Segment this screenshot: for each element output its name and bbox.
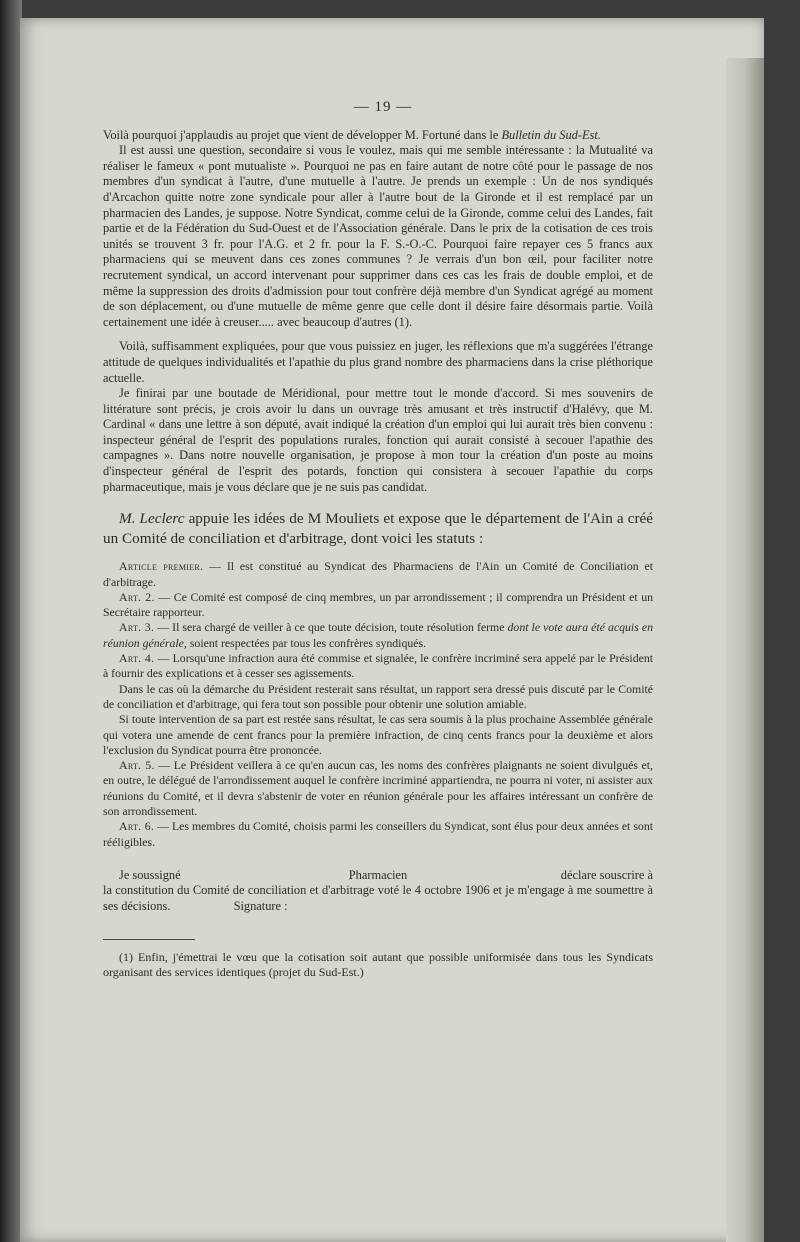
form-pharmacien: Pharmacien — [348, 867, 408, 882]
page-stack-edge — [726, 58, 764, 1242]
article-3-italic: dont le vote aura été acquis en réunion générale, — [103, 620, 653, 650]
article-2 — [103, 590, 653, 621]
article-3-text-b: soient respectées par tous les confrères syndiqués. — [189, 635, 427, 650]
article-4-label: Art. 4. — [119, 651, 155, 666]
speaker-name: M. Leclerc — [119, 510, 185, 528]
form-commitment — [103, 883, 653, 914]
statutes — [103, 559, 653, 850]
paragraph-3: Voilà, suffisamment expliquées, pour que vous puissiez en juger, les réflexions que m'a suggérées l'étrange attitude de quelques individualités et l'apathie du plus grand nombre des pharmaciens dans la crise pléthorique actuelle. — [103, 339, 653, 385]
article-1 — [103, 559, 653, 590]
article-3-label: Art. 3. — [119, 620, 155, 635]
form-soussigne: Je soussigné — [119, 867, 181, 882]
article-1-text: — Il est constitué au Syndicat des Pharmaciens de l'Ain un Comité de Conciliation et d'arbitrage. — [103, 559, 653, 589]
article-4-paragraph-2: Dans le cas où la démarche du Président resterait sans résultat, un rapport sera dressé puis discuté par le Comité de conciliation et d'arbitrage, qui fera tout son possible pour obtenir une solution amiable. — [103, 681, 653, 711]
article-3 — [103, 620, 653, 651]
footnote-separator — [103, 939, 195, 940]
article-4 — [103, 651, 653, 682]
article-2-text: — Ce Comité est composé de cinq membres, un par arrondissement ; il comprendra un Président et un Secrétaire rapporteur. — [103, 589, 654, 620]
subscription-form — [103, 868, 653, 915]
article-2-label: Art. 2. — [119, 589, 155, 604]
leclerc-text: appuie les idées de M Mouliets et expose que le département de l'Ain a créé un Comité de conciliation et d'arbitrage, dont voici les statuts : — [103, 510, 653, 548]
leclerc-statement — [103, 509, 653, 549]
article-6-text: — Les membres du Comité, choisis parmi les conseillers du Syndicat, sont élus pour deux années et sont rééligibles. — [103, 819, 653, 849]
article-3-text-a: — Il sera chargé de veiller à ce que toute décision, toute résolution ferme — [157, 620, 505, 635]
article-5-text: — Le Président veillera à ce qu'en aucun cas, les noms des confrères plaignants ne soient divulgués et, en outre, le délégué de l'arrondissement auquel le confrère incriminé appartiendra, ne pourra ni voter, ni assister aux réunions du Comité, et il devra s'abstenir de voter en réunion générale pour les affaires intéressant un confrère de son arrondissement. — [103, 758, 654, 818]
article-5-label: Art. 5. — [119, 758, 155, 773]
form-declare: déclare souscrire à — [560, 867, 653, 882]
article-4-text: — Lorsqu'une infraction aura été commise et signalée, le confrère incriminé sera appelé par le Président à fournir des explications et à cesser ses agissements. — [103, 651, 653, 681]
footnote: (1) Enfin, j'émettrai le vœu que la cotisation soit autant que possible uniformisée dans tous les Syndicats organisant des services identiques (projet du Sud-Est.) — [103, 949, 653, 980]
form-commitment-text: la constitution du Comité de conciliation et d'arbitrage voté le 4 octobre 1906 et je m'engage à me soumettre à ses décisions. — [103, 883, 653, 914]
bulletin-reference: Bulletin du Sud-Est. — [501, 127, 601, 142]
article-1-label: Article premier. — [119, 559, 204, 574]
article-5 — [103, 758, 653, 819]
article-6 — [103, 819, 653, 850]
article-4-paragraph-3: Si toute intervention de sa part est restée sans résultat, le cas sera soumis à la plus prochaine Assemblée générale qui votera une amende de cent francs pour la première infraction, de cinq cents francs pour la deuxième et alors l'exclusion du Syndicat pourra être prononcée. — [103, 712, 653, 757]
page-number: — 19 — — [353, 99, 413, 115]
paragraph-1 — [103, 128, 653, 144]
paragraph-4: Je finirai par une boutade de Méridional, pour mettre tout le monde d'accord. Si mes souvenirs de littérature sont précis, je crois avoir lu dans un ouvrage très amusant et très instructif d'Halévy, que M. Cardinal « dans une lettre à son député, avait indiqué la création d'un emploi qui lui aurait très bien convenu : inspecteur général de l'esprit des populations rurales, fonction qui aurait consisté à secouer l'apathie des campagnes ». Dans notre nouvelle organisation, je propose à mon tour la création d'un poste au moins d'inspecteur général de l'esprit des potards, fonction qui consistera à secouer l'apathie du corps pharmaceutique, mais je vous déclare que je ne suis pas candidat. — [103, 386, 653, 494]
article-6-label: Art. 6. — [119, 819, 155, 834]
paragraph-1-text: Voilà pourquoi j'applaudis au projet que vient de développer M. Fortuné dans le — [103, 127, 499, 142]
book-binding-shadow — [0, 0, 22, 1242]
page-text-block — [103, 100, 653, 981]
paragraph-2: Il est aussi une question, secondaire si vous le voulez, mais qui me semble intéressante : la Mutualité va réaliser le fameux « pont mutualiste ». Pourquoi ne pas en faire autant de notre côté pour le passage de nos membres d'un syndicat à l'autre, d'une mutuelle à l'autre. Je prends un exemple : Un de nos syndiqués d'Arcachon quitte notre zone syndicale pour aller à l'autre bout de la Gironde et il est remplacé par un pharmacien des Landes, je suppose. Notre Syndicat, comme celui de la Gironde, comme celui des Landes, fait partie et de la Fédération du Sud-Ouest et de l'Association générale. Dans le prix de la cotisation de ces trois unités se trouvent 3 fr. pour l'A.G. et 2 fr. pour la F. S.-O.-C. Pourquoi faire repayer ces 5 francs aux pharmaciens qui se meuvent dans ces zones communes ? Je verrais d'un bon œil, pour faciliter notre recrutement syndical, un accord intervenant pour supprimer dans ces cas les frais de double emploi, et de même la suppression des droits d'admission pour tout confrère déjà membre d'un Syndicat agrégé au moment de son déplacement, ou d'une mutuelle de même genre que celle dont il désire faire désormais partie. Voilà certainement une idée à creuser..... avec beaucoup d'autres (1). — [103, 143, 653, 329]
signature-label: Signature : — [233, 899, 288, 914]
